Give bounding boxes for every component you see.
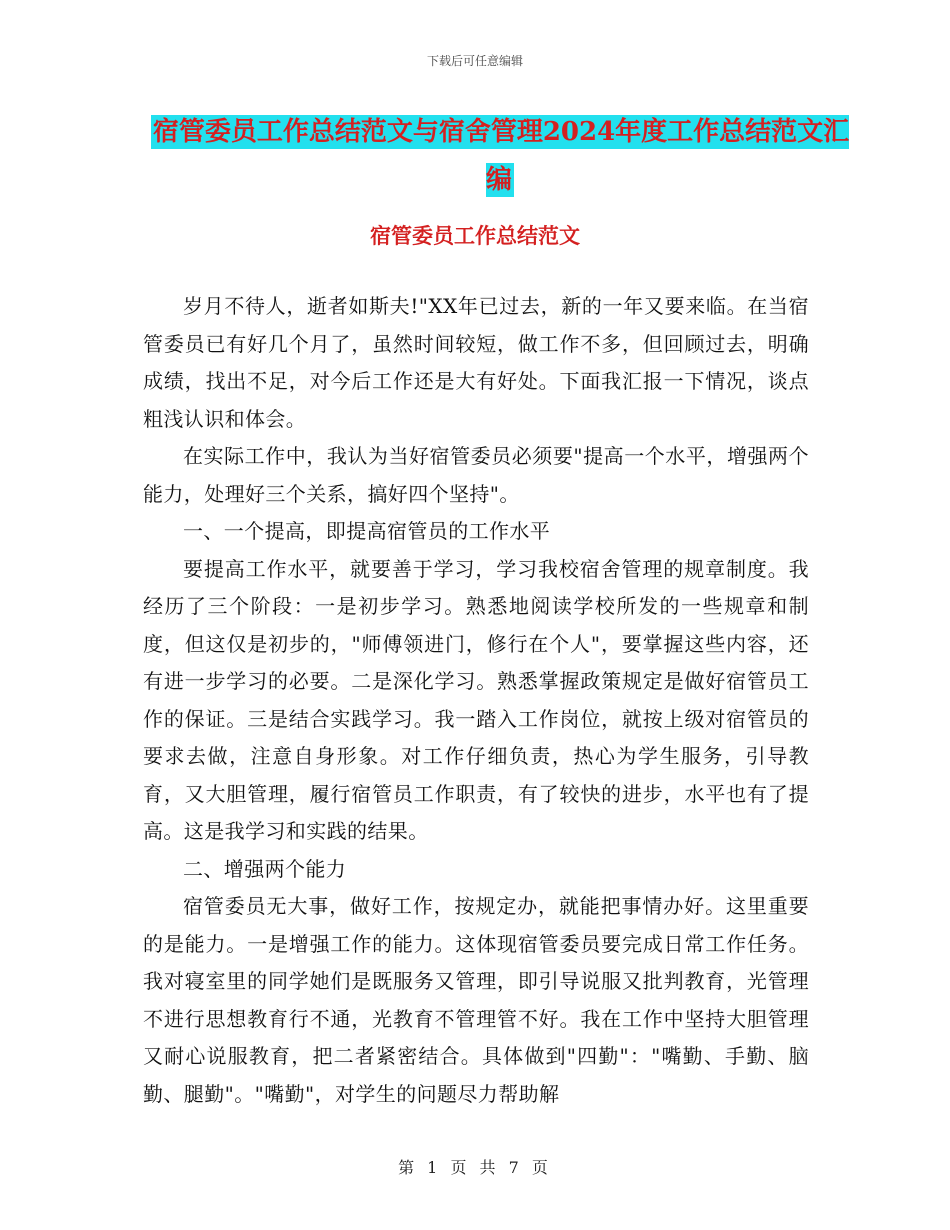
page-footer: 第 1 页 共 7 页 — [398, 1158, 552, 1177]
document-title — [140, 108, 860, 204]
paragraph-heading: 二、增强两个能力 — [183, 856, 347, 881]
header-note: 下载后可任意编辑 — [426, 54, 523, 68]
body-text — [143, 288, 809, 1113]
paragraph: 在实际工作中，我认为当好宿管委员必须要"提高一个水平，增强两个能力，处理好三个关系，搞好四个坚持"。 — [143, 444, 809, 506]
paragraph: 岁月不待人，逝者如斯夫!"XX年已过去，新的一年又要来临。在当宿管委员已有好几个月了，虽然时间较短，做工作不多，但回顾过去，明确成绩，找出不足，对今后工作还是大有好处。下面我汇报一下情况，谈点粗浅认识和体会。 — [143, 294, 809, 431]
document-title-highlight: 宿管委员工作总结范文与宿舍管理2024年度工作总结范文汇编 — [152, 117, 850, 195]
section-title: 宿管委员工作总结范文 — [370, 223, 580, 248]
paragraph: 宿管委员无大事，做好工作，按规定办，就能把事情办好。这里重要的是能力。一是增强工作的能力。这体现宿管委员要完成日常工作任务。我对寝室里的同学她们是既服务又管理，即引导说服又批判教育，光管理不进行思想教育行不通，光教育不管理管不好。我在工作中坚持大胆管理又耐心说服教育，把二者紧密结合。具体做到"四勤"："嘴勤、手勤、脑勤、腿勤"。"嘴勤"，对学生的问题尽力帮助解 — [143, 894, 809, 1106]
paragraph-heading: 一、一个提高，即提高宿管员的工作水平 — [183, 519, 551, 543]
paragraph: 要提高工作水平，就要善于学习，学习我校宿舍管理的规章制度。我经历了三个阶段：一是初步学习。熟悉地阅读学校所发的一些规章和制度，但这仅是初步的，"师傅领进门，修行在个人"，要掌握这些内容，还有进一步学习的必要。二是深化学习。熟悉掌握政策规定是做好宿管员工作的保证。三是结合实践学习。我一踏入工作岗位，就按上级对宿管员的要求去做，注意自身形象。对工作仔细负责，热心为学生服务，引导教育，又大胆管理，履行宿管员工作职责，有了较快的进步，水平也有了提高。这是我学习和实践的结果。 — [143, 556, 809, 843]
